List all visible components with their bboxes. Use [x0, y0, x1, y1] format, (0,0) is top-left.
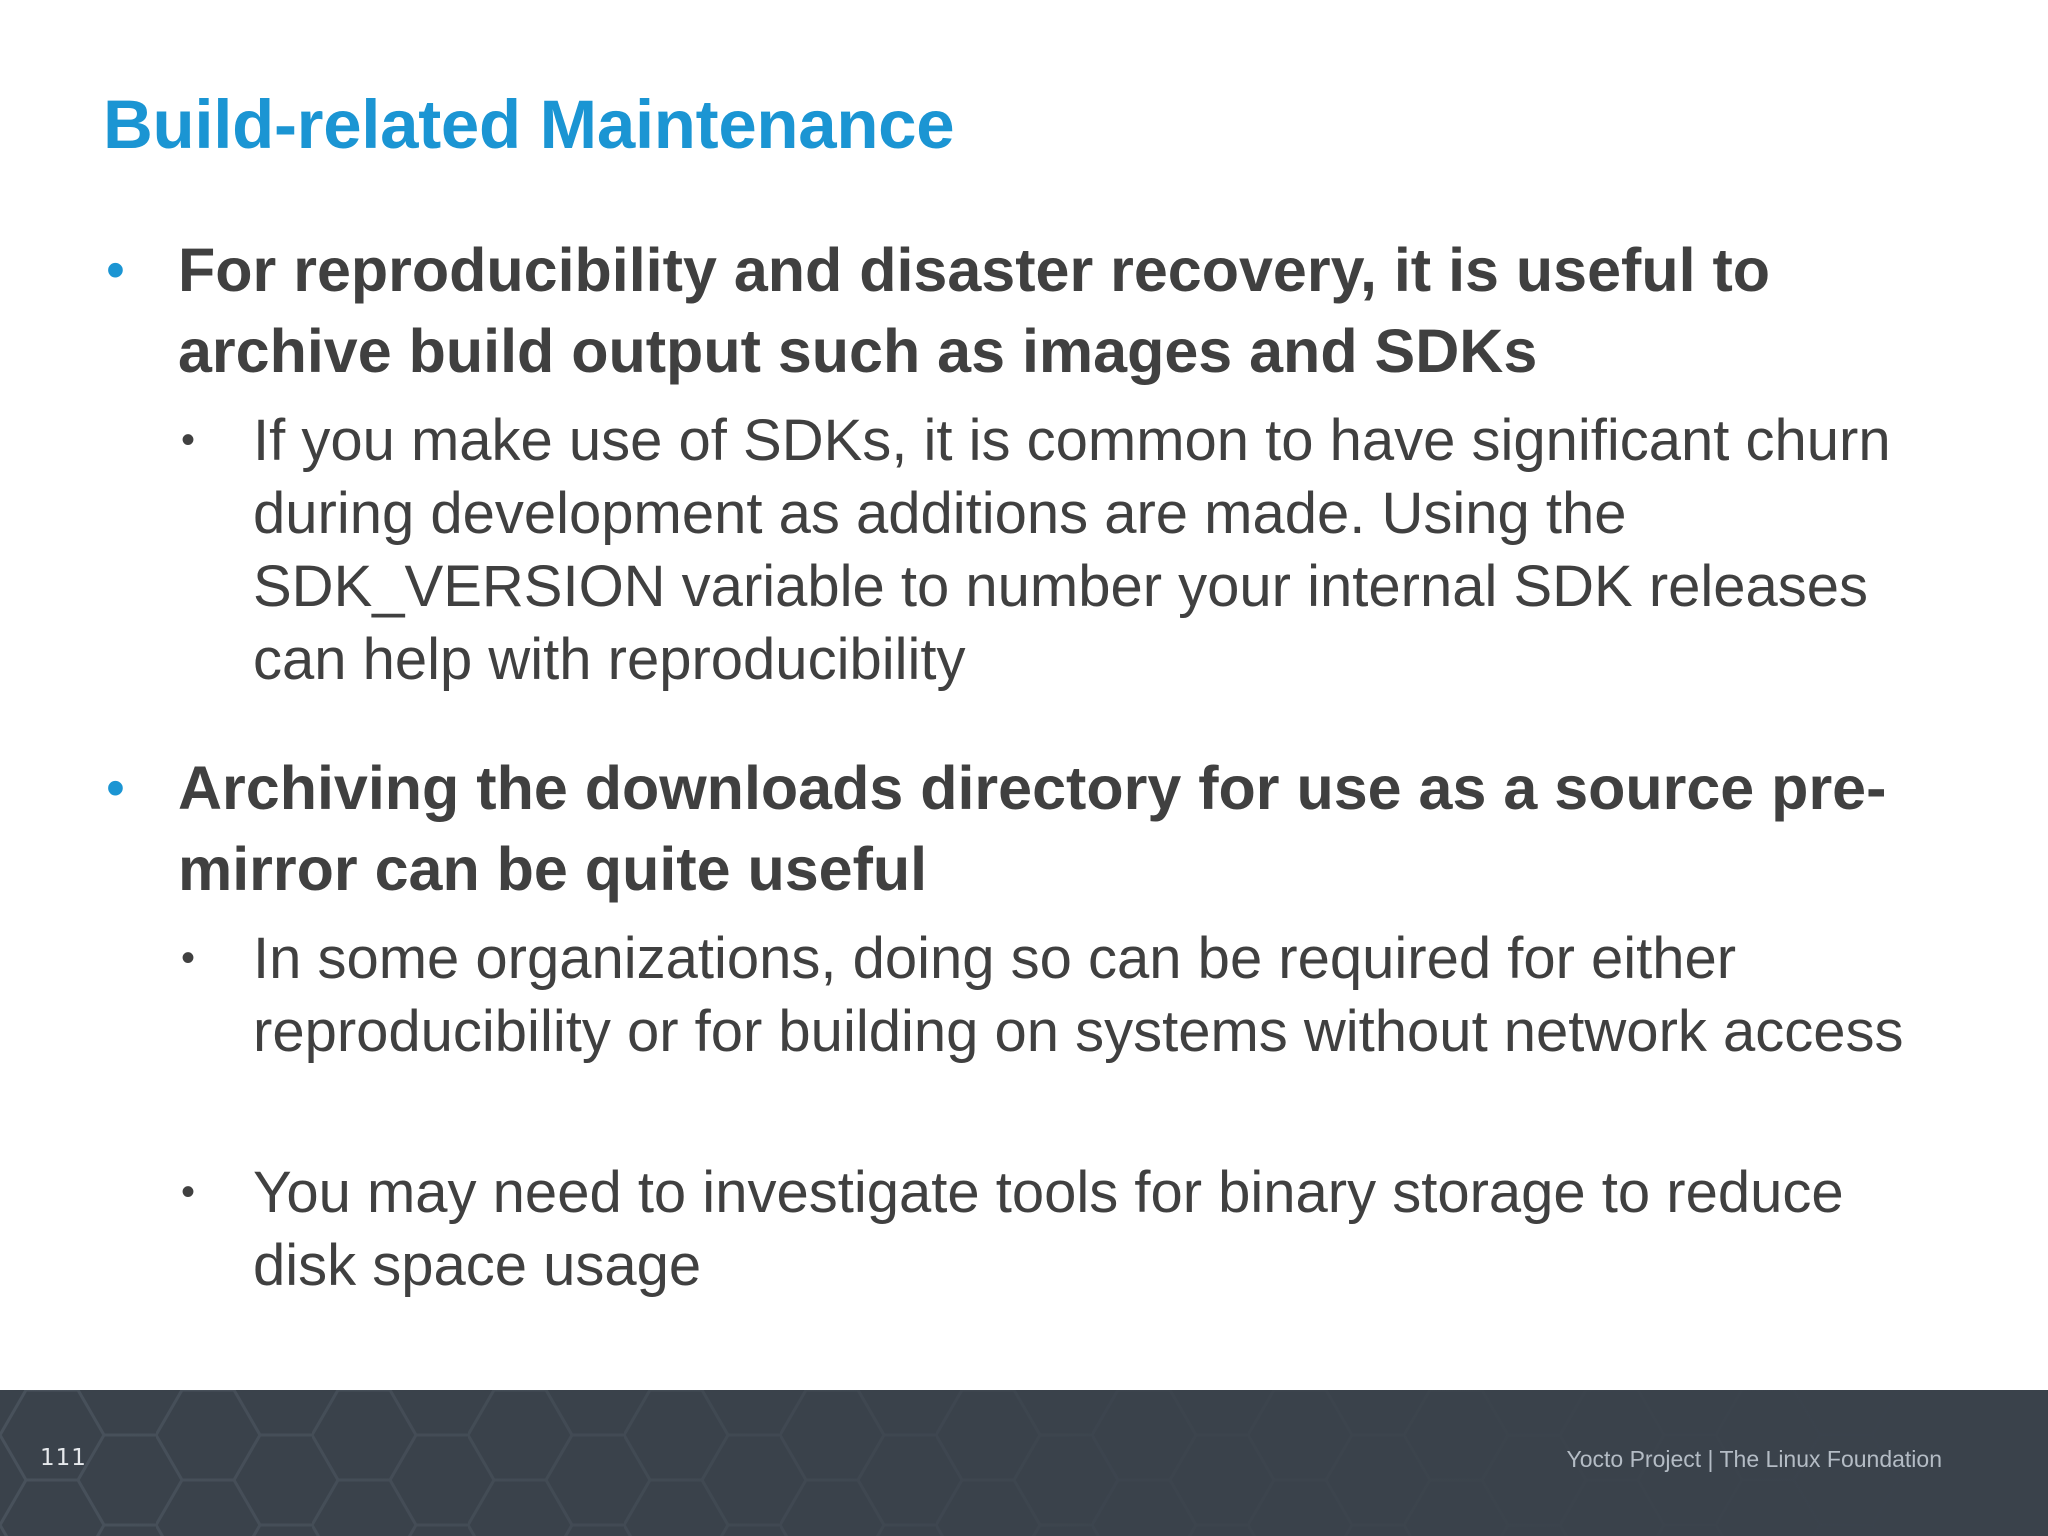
- bullet-item-1: [106, 230, 1938, 392]
- sub-bullet-dot-icon: •: [181, 1170, 196, 1214]
- sub-bullet-item-2-1: [181, 922, 1923, 1068]
- bullet-dot-icon: •: [106, 240, 125, 300]
- sub-bullet-text: In some organizations, doing so can be required for either reproducibility or for building on systems without network access: [253, 926, 1904, 1064]
- footer-text: Yocto Project | The Linux Foundation: [1566, 1446, 1942, 1472]
- bullet-text: Archiving the downloads directory for use as a source pre-mirror can be quite useful: [178, 754, 1887, 903]
- bullet-text: For reproducibility and disaster recovery, it is useful to archive build output such as images and SDKs: [178, 236, 1771, 385]
- sub-bullet-item-1-1: [181, 404, 1923, 696]
- page-number: 111: [40, 1445, 87, 1471]
- sub-bullet-item-2-2: [181, 1156, 1953, 1302]
- bullet-item-2: [106, 748, 1938, 910]
- sub-bullet-text: If you make use of SDKs, it is common to have significant churn during development as additions are made. Using the SDK_VERSION variable to number your internal SDK releases can help with reproducibility: [253, 408, 1891, 692]
- sub-bullet-dot-icon: •: [181, 418, 196, 462]
- bullet-dot-icon: •: [106, 758, 125, 818]
- sub-bullet-dot-icon: •: [181, 936, 196, 980]
- slide-title: Build-related Maintenance: [103, 86, 955, 163]
- sub-bullet-text: You may need to investigate tools for binary storage to reduce disk space usage: [253, 1160, 1844, 1298]
